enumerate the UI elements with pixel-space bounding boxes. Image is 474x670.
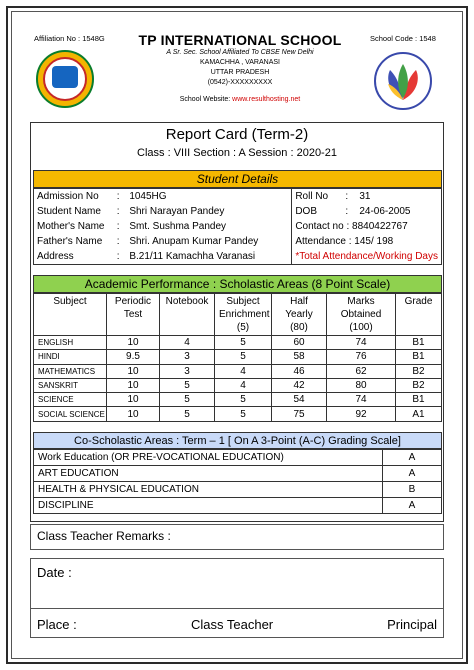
- table-cell: 5: [215, 407, 272, 421]
- detail-sep: :: [345, 206, 349, 217]
- detail-sep: :: [116, 251, 120, 262]
- detail-sep: :: [346, 221, 350, 232]
- table-cell: 92: [327, 407, 396, 421]
- detail-value: Shri. Anupam Kumar Pandey: [126, 234, 292, 249]
- table-cell: SANSKRIT: [34, 378, 107, 392]
- student-details: [33, 188, 442, 265]
- detail-sep: :: [116, 206, 120, 217]
- table-cell: 4: [215, 364, 272, 378]
- co-scholastic-row: [34, 450, 442, 466]
- cbse-logo-icon: [36, 50, 94, 108]
- website-line: [100, 96, 380, 103]
- report-title: Report Card (Term-2): [165, 126, 309, 143]
- table-cell: 5: [160, 378, 215, 392]
- detail-value: Smt. Sushma Pandey: [126, 219, 292, 234]
- detail-pair: [292, 234, 441, 249]
- table-cell: 10: [107, 407, 160, 421]
- scholastic-header-row: [34, 294, 442, 336]
- table-row: [34, 378, 442, 392]
- co-scholastic-row: [34, 466, 442, 482]
- co-grade: B: [383, 482, 442, 498]
- co-area: DISCIPLINE: [34, 498, 383, 514]
- school-logo-icon: [374, 52, 432, 110]
- col-periodic-test: Periodic Test: [107, 294, 160, 336]
- table-cell: ENGLISH: [34, 336, 107, 350]
- detail-label: Mother's Name: [37, 221, 105, 232]
- table-cell: B1: [396, 336, 442, 350]
- affiliated-line: A Sr. Sec. School Affiliated To CBSE New Delhi: [166, 49, 314, 56]
- signature-box: [30, 558, 444, 638]
- principal-label: Principal: [387, 617, 437, 632]
- scholastic-body: [34, 336, 442, 422]
- col-grade: Grade: [396, 294, 442, 336]
- school-name: TP INTERNATIONAL SCHOOL: [138, 32, 342, 48]
- table-cell: A1: [396, 407, 442, 421]
- detail-sep: :: [345, 191, 349, 202]
- table-cell: 5: [215, 393, 272, 407]
- table-cell: SOCIAL SCIENCE: [34, 407, 107, 421]
- address-line-2: UTTAR PRADESH: [210, 69, 270, 76]
- co-area: Work Education (OR PRE-VOCATIONAL EDUCATION): [34, 450, 383, 466]
- phone-number: (0542)-XXXXXXXXX: [207, 79, 273, 86]
- table-cell: 4: [215, 378, 272, 392]
- signature-divider: [30, 608, 444, 609]
- table-cell: 58: [272, 350, 327, 364]
- detail-value: 31: [359, 191, 371, 202]
- co-scholastic-body: [34, 450, 442, 514]
- class-section-session: Class : VIII Section : A Session : 2020-21: [137, 147, 337, 159]
- table-cell: 46: [272, 364, 327, 378]
- detail-label: DOB: [295, 206, 317, 217]
- table-cell: B1: [396, 350, 442, 364]
- table-row: [34, 350, 442, 364]
- details-row: [34, 219, 441, 234]
- address-line-1: KAMACHHA , VARANASI: [199, 59, 280, 66]
- detail-label: Father's Name: [37, 236, 103, 247]
- col-half-yearly: Half Yearly (80): [272, 294, 327, 336]
- co-scholastic-row: [34, 482, 442, 498]
- co-grade: A: [383, 498, 442, 514]
- table-cell: 74: [327, 336, 396, 350]
- table-cell: B1: [396, 393, 442, 407]
- table-cell: 10: [107, 364, 160, 378]
- table-row: [34, 336, 442, 350]
- website-url[interactable]: www.resulthosting.net: [232, 96, 301, 103]
- table-cell: 4: [160, 336, 215, 350]
- co-scholastic-header: Co-Scholastic Areas : Term – 1 [ On A 3-Point (A-C) Grading Scale]: [33, 432, 442, 449]
- co-grade: A: [383, 450, 442, 466]
- class-teacher-label: Class Teacher: [191, 617, 274, 632]
- detail-value: Shri Narayan Pandey: [126, 204, 292, 219]
- detail-pair: [292, 219, 441, 234]
- academic-performance-header: Academic Performance : Scholastic Areas (8 Point Scale): [33, 275, 442, 293]
- table-row: [34, 393, 442, 407]
- col-notebook: Notebook: [160, 294, 215, 336]
- attendance-note: *Total Attendance/Working Days: [295, 251, 438, 262]
- detail-sep: :: [116, 191, 120, 202]
- detail-value: 24-06-2005: [359, 206, 411, 217]
- col-subject: Subject: [34, 294, 107, 336]
- co-area: ART EDUCATION: [34, 466, 383, 482]
- detail-value: 145/ 198: [354, 236, 394, 247]
- detail-value: B.21/11 Kamachha Varanasi: [126, 249, 292, 264]
- website-label: School Website:: [179, 96, 231, 103]
- detail-value: 1045HG: [126, 189, 292, 204]
- table-cell: 75: [272, 407, 327, 421]
- table-cell: 5: [215, 350, 272, 364]
- detail-label: Attendance: [295, 236, 346, 247]
- details-row: [34, 249, 441, 264]
- detail-value: 8840422767: [352, 221, 408, 232]
- table-cell: 80: [327, 378, 396, 392]
- table-cell: B2: [396, 378, 442, 392]
- table-cell: 74: [327, 393, 396, 407]
- co-scholastic-row: [34, 498, 442, 514]
- table-cell: 54: [272, 393, 327, 407]
- col-marks-obtained: Marks Obtained (100): [327, 294, 396, 336]
- table-cell: 62: [327, 364, 396, 378]
- table-row: [34, 364, 442, 378]
- student-details-header: Student Details: [33, 170, 442, 188]
- table-cell: 5: [160, 407, 215, 421]
- table-cell: 9.5: [107, 350, 160, 364]
- detail-label: Address: [37, 251, 74, 262]
- table-cell: 3: [160, 364, 215, 378]
- details-row: [34, 189, 441, 204]
- table-cell: 42: [272, 378, 327, 392]
- co-area: HEALTH & PHYSICAL EDUCATION: [34, 482, 383, 498]
- table-cell: MATHEMATICS: [34, 364, 107, 378]
- table-cell: 3: [160, 350, 215, 364]
- detail-label: Admission No: [37, 191, 99, 202]
- place-label: Place :: [37, 617, 77, 632]
- table-cell: HINDI: [34, 350, 107, 364]
- table-cell: 76: [327, 350, 396, 364]
- col-subject-enrichment: Subject Enrichment (5): [215, 294, 272, 336]
- co-grade: A: [383, 466, 442, 482]
- school-code: School Code : 1548: [370, 34, 436, 43]
- table-cell: 60: [272, 336, 327, 350]
- scholastic-table: [33, 293, 442, 422]
- co-scholastic-table: [33, 449, 442, 514]
- detail-sep: :: [116, 221, 120, 232]
- date-label: Date :: [37, 565, 72, 580]
- detail-label: Student Name: [37, 206, 101, 217]
- table-cell: 5: [160, 393, 215, 407]
- table-row: [34, 407, 442, 421]
- class-teacher-remarks: Class Teacher Remarks :: [30, 524, 444, 550]
- table-cell: B2: [396, 364, 442, 378]
- detail-sep: :: [116, 236, 120, 247]
- detail-label: Contact no: [295, 221, 344, 232]
- table-cell: 5: [215, 336, 272, 350]
- table-cell: 10: [107, 336, 160, 350]
- details-row: [34, 234, 441, 249]
- detail-sep: :: [348, 236, 352, 247]
- detail-label: Roll No: [295, 191, 329, 202]
- student-details-table: [34, 189, 441, 264]
- details-row: [34, 204, 441, 219]
- table-cell: SCIENCE: [34, 393, 107, 407]
- affiliation-number: Affiliation No : 1548G: [34, 34, 105, 43]
- table-cell: 10: [107, 393, 160, 407]
- table-cell: 10: [107, 378, 160, 392]
